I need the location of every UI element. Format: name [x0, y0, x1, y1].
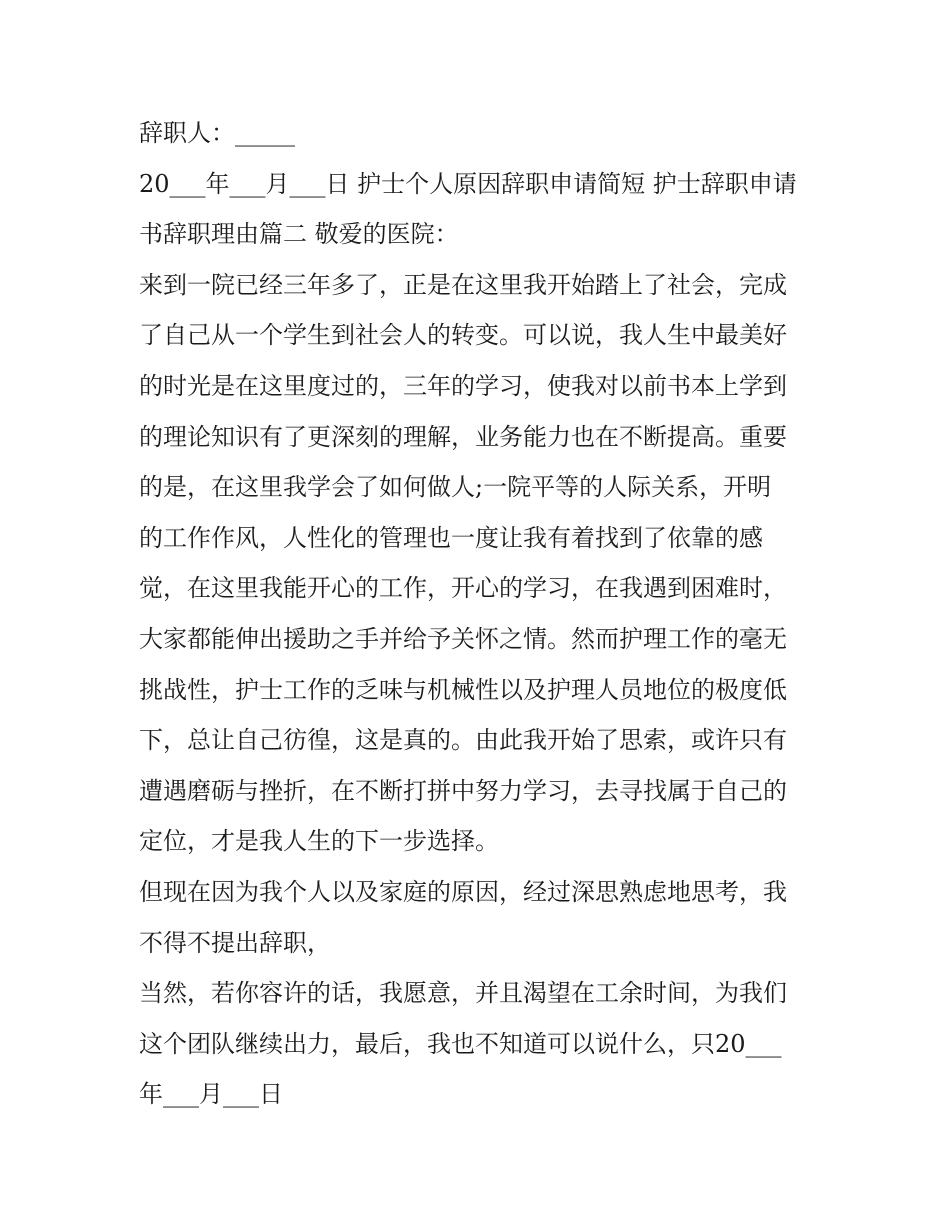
text-line: 了自己从一个学生到社会人的转变。可以说，我人生中最美好: [139, 321, 787, 350]
document-body: [139, 108, 819, 1120]
text-line: 大家都能伸出援助之手并给予关怀之情。然而护理工作的毫无: [139, 624, 787, 653]
text-line: 这个团队继续出力，最后，我也不知道可以说什么，只20___: [139, 1029, 782, 1058]
text-line: 当然，若你容许的话，我愿意，并且渴望在工余时间，为我们: [139, 979, 787, 1008]
text-line: 觉，在这里我能开心的工作，开心的学习，在我遇到困难时，: [139, 574, 787, 603]
text-line: 定位，才是我人生的下一步选择。: [139, 827, 499, 856]
text-line: 下，总让自己彷徨，这是真的。由此我开始了思索，或许只有: [139, 726, 787, 755]
text-line-signatory: 辞职人：_____: [139, 119, 295, 147]
text-line-closing-date: 年___月___日: [139, 1080, 283, 1109]
text-line-date-title: 20___年___月___日 护士个人原因辞职申请简短 护士辞职申请: [139, 169, 797, 198]
text-line: 来到一院已经三年多了，正是在这里我开始踏上了社会，完成: [139, 270, 787, 299]
text-line-salutation: 书辞职理由篇二 敬爱的医院：: [139, 220, 459, 249]
text-line: 的时光是在这里度过的，三年的学习，使我对以前书本上学到: [139, 371, 787, 400]
text-line: 遭遇磨砺与挫折，在不断打拼中努力学习，去寻找属于自己的: [139, 776, 787, 805]
text-line: 的工作作风，人性化的管理也一度让我有着找到了依靠的感: [139, 523, 763, 552]
text-line: 不得不提出辞职，: [139, 928, 331, 957]
text-line: 的是，在这里我学会了如何做人;一院平等的人际关系，开明: [139, 473, 772, 502]
text-line: 的理论知识有了更深刻的理解，业务能力也在不断提高。重要: [139, 422, 787, 451]
text-line: 挑战性，护士工作的乏味与机械性以及护理人员地位的极度低: [139, 675, 787, 704]
text-line: 但现在因为我个人以及家庭的原因，经过深思熟虑地思考，我: [139, 877, 787, 906]
